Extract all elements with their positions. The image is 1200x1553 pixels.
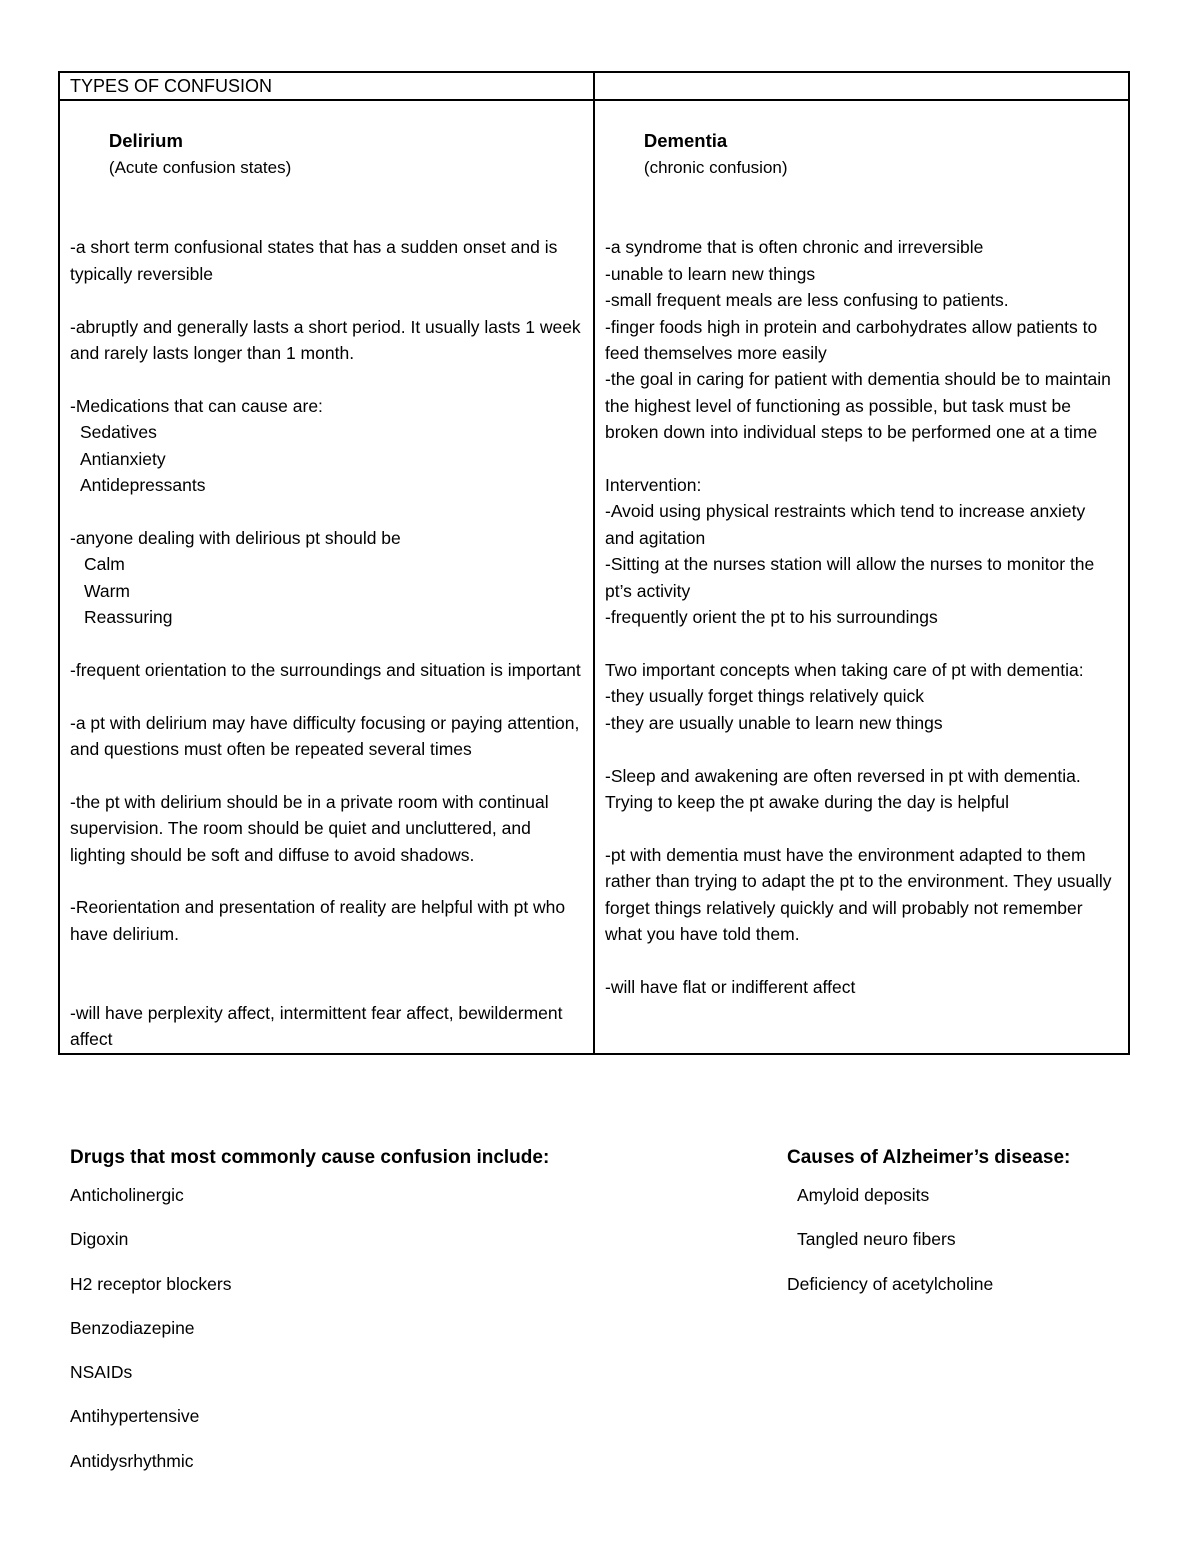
note-line: -unable to learn new things bbox=[605, 263, 816, 284]
note-line: -a pt with delirium may have difficulty focusing or paying attention, and questions must often be repeated several times bbox=[70, 712, 585, 760]
dementia-heading bbox=[605, 101, 1118, 208]
note-line: Reassuring bbox=[84, 607, 173, 628]
note-line: -Sleep and awakening are often reversed in pt with dementia. Trying to keep the pt awake during the day is helpful bbox=[605, 765, 1086, 812]
note-line bbox=[605, 736, 1118, 762]
note-line: -they are usually unable to learn new things bbox=[605, 712, 943, 733]
note-line: -finger foods high in protein and carbohydrates allow patients to feed themselves more easily bbox=[605, 316, 1103, 364]
cause-item: Deficiency of acetylcholine bbox=[787, 1273, 994, 1294]
note-line: Antianxiety bbox=[80, 448, 166, 469]
note-line: -abruptly and generally lasts a short period. It usually lasts 1 week and rarely lasts longer than 1 month. bbox=[70, 316, 586, 364]
drug-list-title: Drugs that most commonly cause confusion include: bbox=[70, 1147, 550, 1168]
drug-item: Antidysrhythmic bbox=[70, 1450, 194, 1471]
delirium-heading bbox=[70, 101, 583, 208]
note-line: -Medications that can cause are: bbox=[70, 395, 323, 416]
note-line: -small frequent meals are less confusing to patients. bbox=[605, 290, 1009, 311]
note-line: -pt with dementia must have the environment adapted to them rather than trying to adapt the pt to the environment. They usually forget things relatively quickly and will probably not remember what you have told them. bbox=[605, 844, 1117, 944]
dementia-subtitle: (chronic confusion) bbox=[643, 158, 788, 178]
types-of-confusion-table bbox=[58, 71, 1130, 1055]
note-line: Sedatives bbox=[80, 422, 157, 443]
note-line bbox=[70, 208, 583, 234]
note-line bbox=[70, 762, 583, 788]
table-header-cell-empty bbox=[594, 72, 1129, 100]
note-line: -Sitting at the nurses station will allow the nurses to monitor the pt’s activity bbox=[605, 554, 1100, 601]
note-line: -the pt with delirium should be in a private room with continual supervision. The room should be quiet and uncluttered, and lighting should be soft and diffuse to avoid shadows. bbox=[70, 791, 554, 865]
note-line: -they usually forget things relatively quick bbox=[605, 686, 925, 707]
note-line: -frequently orient the pt to his surroundings bbox=[605, 607, 938, 628]
dementia-cell bbox=[594, 100, 1129, 1053]
note-line bbox=[70, 498, 583, 524]
delirium-notes bbox=[70, 208, 586, 1053]
note-line bbox=[605, 208, 1118, 234]
note-line: -will have perplexity affect, intermittent fear affect, bewilderment affect bbox=[70, 1003, 568, 1050]
note-line: Warm bbox=[84, 580, 131, 601]
note-line: -the goal in caring for patient with dementia should be to maintain the highest level of functioning as possible, but task must be broken down into individual steps to be performed one at a time bbox=[605, 369, 1116, 443]
table-header: TYPES OF CONFUSION bbox=[70, 76, 273, 96]
table-body-row bbox=[59, 100, 1129, 1053]
note-line bbox=[605, 631, 1118, 657]
delirium-cell bbox=[59, 100, 594, 1053]
cause-items bbox=[787, 1173, 1070, 1306]
cause-item: Amyloid deposits bbox=[797, 1185, 930, 1205]
note-line: -a short term confusional states that has a sudden onset and is typically reversible bbox=[70, 237, 563, 284]
note-line: -Avoid using physical restraints which tend to increase anxiety and agitation bbox=[605, 501, 1091, 548]
note-line bbox=[70, 630, 583, 656]
note-line: Antidepressants bbox=[80, 475, 206, 496]
note-line: -a syndrome that is often chronic and irreversible bbox=[605, 237, 984, 258]
note-line: Intervention: bbox=[605, 475, 702, 496]
note-line bbox=[70, 683, 583, 709]
drug-item: Benzodiazepine bbox=[70, 1317, 195, 1338]
drug-item: Antihypertensive bbox=[70, 1406, 200, 1427]
alzheimer-causes-title: Causes of Alzheimer’s disease: bbox=[787, 1147, 1071, 1168]
note-line: -Reorientation and presentation of reality are helpful with pt who have delirium. bbox=[70, 897, 571, 944]
note-line bbox=[605, 947, 1118, 973]
dementia-title: Dementia bbox=[643, 129, 728, 151]
note-line bbox=[70, 287, 583, 313]
note-line: Calm bbox=[84, 554, 125, 575]
note-line bbox=[605, 446, 1118, 472]
table-header-row bbox=[59, 72, 1129, 100]
note-line: -frequent orientation to the surroundings and situation is important bbox=[70, 659, 581, 680]
note-line bbox=[70, 868, 583, 894]
drug-item: NSAIDs bbox=[70, 1362, 133, 1383]
note-line: -anyone dealing with delirious pt should be bbox=[70, 527, 401, 548]
note-line bbox=[70, 366, 583, 392]
dementia-notes bbox=[605, 208, 1118, 1000]
drug-list bbox=[70, 1143, 549, 1483]
note-line bbox=[605, 815, 1118, 841]
note-line: -will have flat or indifferent affect bbox=[605, 976, 856, 997]
drug-item: Digoxin bbox=[70, 1229, 129, 1250]
note-line bbox=[70, 947, 583, 973]
alzheimer-causes-list bbox=[787, 1143, 1070, 1306]
drug-item: Anticholinergic bbox=[70, 1185, 184, 1205]
delirium-subtitle: (Acute confusion states) bbox=[108, 158, 292, 178]
delirium-title: Delirium bbox=[108, 129, 183, 151]
note-line: Two important concepts when taking care of pt with dementia: bbox=[605, 659, 1084, 680]
cause-item: Tangled neuro fibers bbox=[797, 1229, 956, 1250]
drug-items bbox=[70, 1173, 549, 1483]
table-header-cell bbox=[59, 72, 594, 100]
note-line bbox=[70, 974, 583, 1000]
drug-item: H2 receptor blockers bbox=[70, 1273, 232, 1294]
